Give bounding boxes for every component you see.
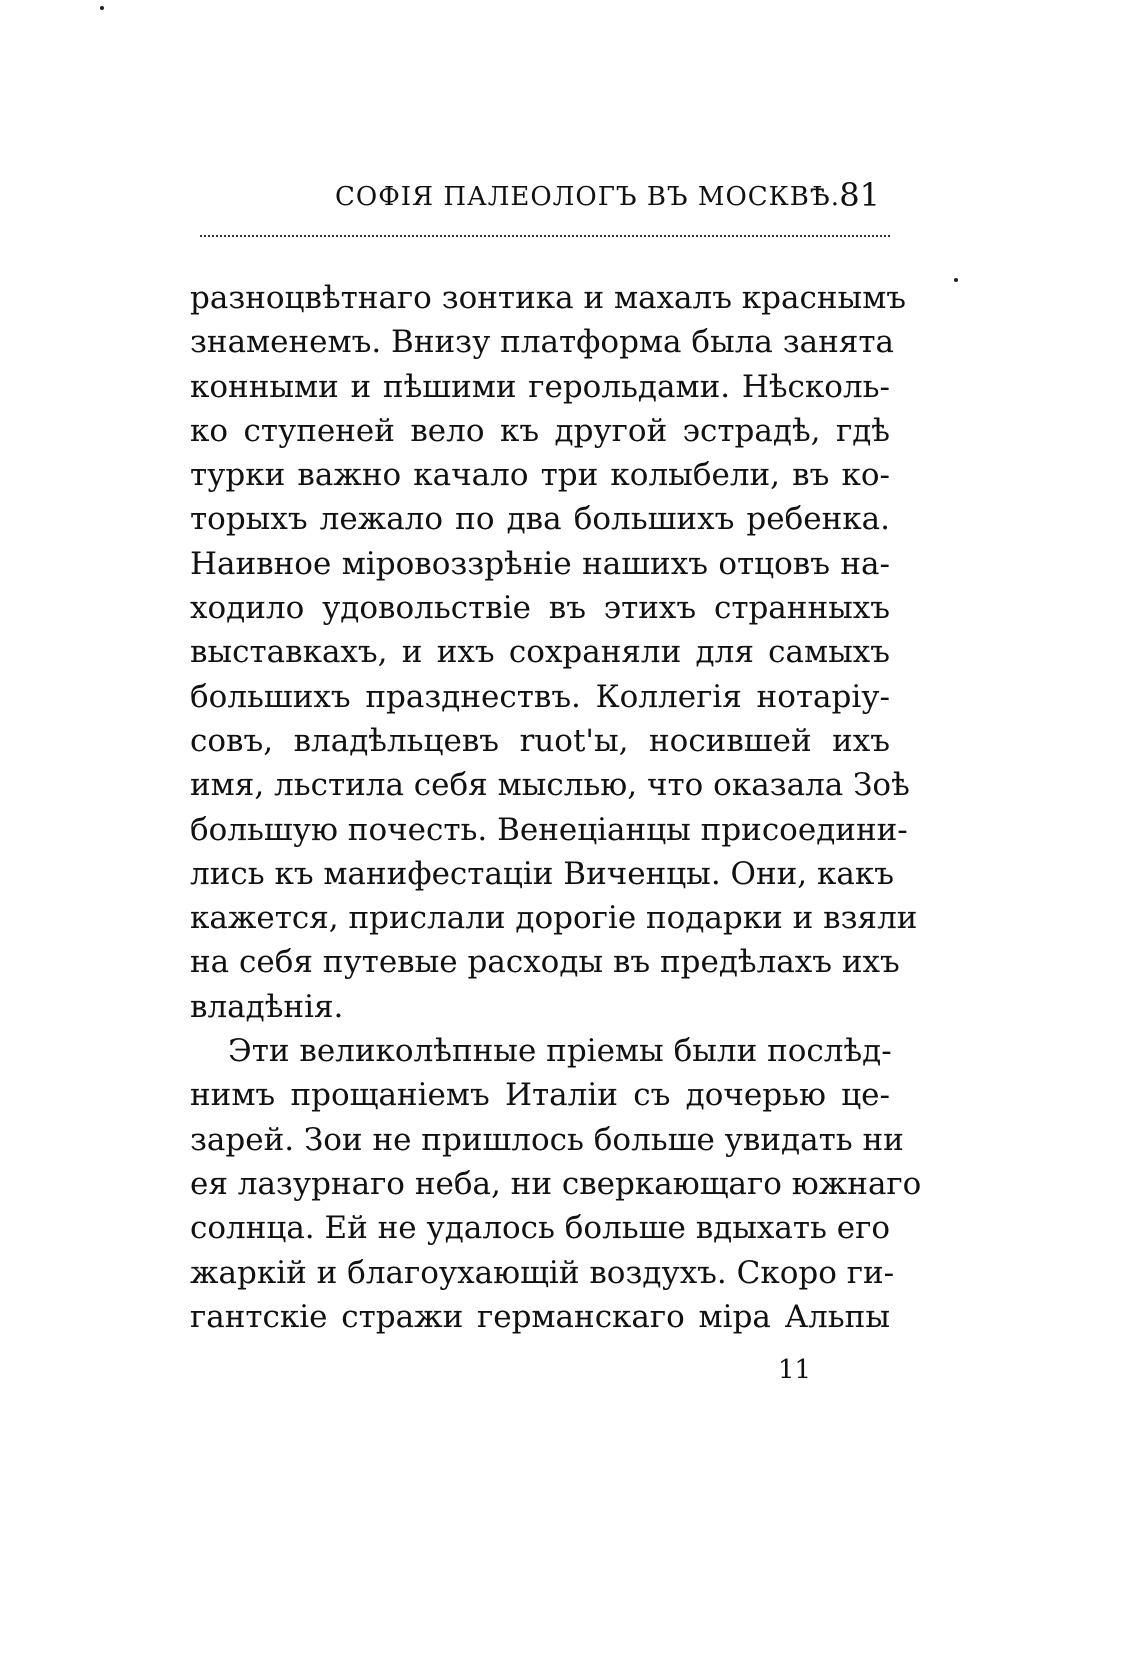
text-line: турки важно качало три колыбели, въ ко- bbox=[190, 457, 890, 494]
running-head bbox=[200, 170, 890, 220]
text-line: большихъ празднествъ. Коллегія нотаріу- bbox=[190, 678, 890, 715]
text-line: солнца. Ей не удалось больше вдыхать его bbox=[190, 1210, 890, 1247]
text-line: ходило удовольствіе въ этихъ странныхъ bbox=[190, 590, 890, 627]
text-line: лись къ манифестаціи Виченцы. Они, какъ bbox=[190, 855, 894, 892]
text-line: на себя путевые расходы въ предѣлахъ ихъ bbox=[190, 944, 900, 981]
body-text bbox=[190, 276, 922, 1339]
paragraph-2 bbox=[190, 1029, 922, 1339]
print-speck bbox=[100, 6, 104, 10]
text-line: торыхъ лежало по два большихъ ребенка. bbox=[190, 501, 890, 538]
print-speck bbox=[954, 278, 958, 282]
text-line: имя, льстила себя мыслью, что оказала Зоѣ bbox=[190, 767, 910, 804]
text-line: совъ, владѣльцевъ ruot'ы, носившей ихъ bbox=[190, 722, 890, 759]
signature-mark: 11 bbox=[778, 1355, 812, 1385]
text-line: кажется, прислали дорогіе подарки и взяли bbox=[190, 900, 918, 937]
text-line: ея лазурнаго неба, ни сверкающаго южнаго bbox=[190, 1165, 922, 1202]
text-line: большую почесть. Венеціанцы присоедини- bbox=[190, 811, 908, 848]
text-line: гантскіе стражи германскаго міра Альпы bbox=[190, 1298, 890, 1335]
text-line: Наивное міровоззрѣніе нашихъ отцовъ на- bbox=[190, 545, 890, 582]
text-line: конными и пѣшими герольдами. Нѣсколь- bbox=[190, 368, 890, 405]
paragraph-1 bbox=[190, 276, 918, 1029]
text-line: зарей. Зои не пришлось больше увидать ни bbox=[190, 1121, 904, 1158]
text-line: знаменемъ. Внизу платформа была занята bbox=[190, 324, 894, 361]
text-line: нимъ прощаніемъ Италіи съ дочерью це- bbox=[190, 1077, 890, 1114]
text-line: выставкахъ, и ихъ сохраняли для самыхъ bbox=[190, 634, 890, 671]
page-number: 81 bbox=[839, 176, 880, 214]
text-line: жаркій и благоухающій воздухъ. Скоро ги- bbox=[190, 1254, 895, 1291]
text-line: Эти великолѣпные пріемы были послѣд- bbox=[228, 1033, 892, 1070]
header-rule bbox=[200, 235, 890, 237]
running-title: СОФІЯ ПАЛЕОЛОГЪ ВЪ МОСКВѢ. bbox=[335, 182, 840, 212]
text-line: владѣнія. bbox=[190, 988, 344, 1025]
text-line: ко ступеней вело къ другой эстрадѣ, гдѣ bbox=[190, 412, 890, 449]
text-line: разноцвѣтнаго зонтика и махалъ краснымъ bbox=[190, 280, 907, 316]
